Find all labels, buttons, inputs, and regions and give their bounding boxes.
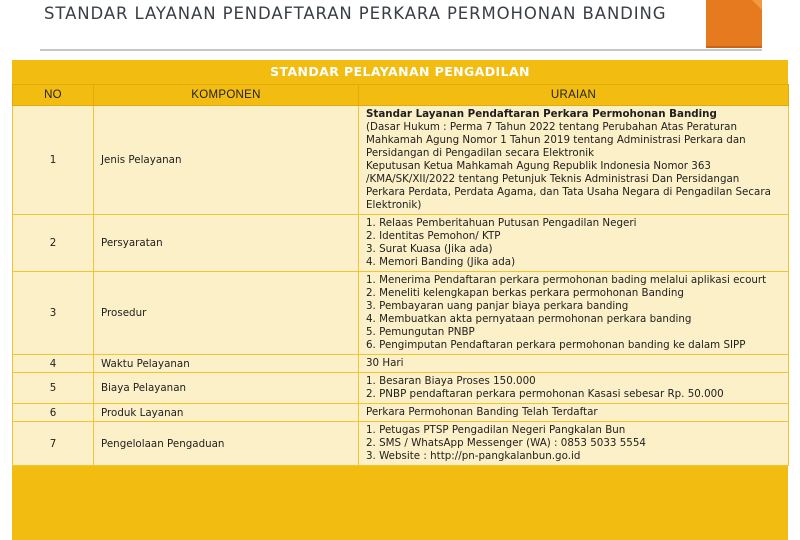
orange-accent-box — [706, 0, 762, 48]
uraian-line: 2. PNBP pendaftaran perkara permohonan Kasasi sebesar Rp. 50.000 — [366, 388, 724, 400]
header-komponen: KOMPONEN — [94, 85, 359, 106]
row-uraian — [359, 272, 789, 355]
table-row — [13, 422, 789, 466]
uraian-line: 1. Menerima Pendaftaran perkara permohonan bading melalui aplikasi ecourt — [366, 274, 767, 286]
row-number: 6 — [13, 404, 94, 422]
table-row — [13, 106, 789, 215]
table-row — [13, 355, 789, 373]
row-komponen: Prosedur — [94, 272, 359, 355]
header-divider — [40, 49, 762, 51]
table-row — [13, 272, 789, 355]
uraian-line: 3. Surat Kuasa (Jika ada) — [366, 243, 493, 255]
row-komponen: Produk Layanan — [94, 404, 359, 422]
row-number: 1 — [13, 106, 94, 215]
uraian-line: 2. SMS / WhatsApp Messenger (WA) : 0853 5033 5554 — [366, 437, 646, 449]
row-komponen: Biaya Pelayanan — [94, 373, 359, 404]
uraian-line: 1. Petugas PTSP Pengadilan Negeri Pangkalan Bun — [366, 424, 626, 436]
header-uraian: URAIAN — [359, 85, 789, 106]
row-komponen: Persyaratan — [94, 215, 359, 272]
row-number: 2 — [13, 215, 94, 272]
uraian-line: 1. Besaran Biaya Proses 150.000 — [366, 375, 536, 387]
uraian-line: Perkara Permohonan Banding Telah Terdaftar — [366, 406, 598, 418]
uraian-line: (Dasar Hukum : Perma 7 Tahun 2022 tentang Perubahan Atas Peraturan Mahkamah Agung Nomor 1 Tahun 2019 tentang Administrasi Perkara dan Persidangan di Pengadilan secara Elektronik — [366, 121, 746, 159]
uraian-line: 3. Website : http://pn-pangkalanbun.go.id — [366, 450, 581, 462]
service-standard-table-container — [12, 60, 788, 540]
service-standard-table — [12, 84, 789, 466]
row-number: 4 — [13, 355, 94, 373]
uraian-line: 4. Membuatkan akta pernyataan permohonan perkara banding — [366, 313, 692, 325]
table-title: STANDAR PELAYANAN PENGADILAN — [270, 64, 530, 79]
page-title: STANDAR LAYANAN PENDAFTARAN PERKARA PERMOHONAN BANDING — [44, 4, 667, 23]
uraian-line: 4. Memori Banding (Jika ada) — [366, 256, 516, 268]
row-uraian — [359, 106, 789, 215]
row-uraian — [359, 404, 789, 422]
uraian-line: 30 Hari — [366, 357, 404, 369]
uraian-line: 6. Pengimputan Pendaftaran perkara permohonan banding ke dalam SIPP — [366, 339, 746, 351]
page-header — [0, 0, 800, 56]
row-number: 7 — [13, 422, 94, 466]
row-komponen: Pengelolaan Pengaduan — [94, 422, 359, 466]
row-number: 5 — [13, 373, 94, 404]
uraian-line: 5. Pemungutan PNBP — [366, 326, 475, 338]
row-uraian — [359, 373, 789, 404]
uraian-line: 1. Relaas Pemberitahuan Putusan Pengadilan Negeri — [366, 217, 637, 229]
table-row — [13, 215, 789, 272]
row-uraian — [359, 215, 789, 272]
table-row — [13, 373, 789, 404]
uraian-line: 3. Pembayaran uang panjar biaya perkara banding — [366, 300, 629, 312]
uraian-title: Standar Layanan Pendaftaran Perkara Permohonan Banding — [366, 108, 717, 120]
uraian-line: 2. Meneliti kelengkapan berkas perkara permohonan Banding — [366, 287, 684, 299]
uraian-line: Keputusan Ketua Mahkamah Agung Republik Indonesia Nomor 363 /KMA/SK/XII/2022 tentang Petunjuk Teknis Administrasi Dan Persidangan Perkara Perdata, Perdata Agama, dan Tata Usaha Negara di Pengadilan Secara Elektronik) — [366, 160, 771, 211]
row-komponen: Waktu Pelayanan — [94, 355, 359, 373]
row-uraian — [359, 355, 789, 373]
uraian-line: 2. Identitas Pemohon/ KTP — [366, 230, 501, 242]
table-row — [13, 404, 789, 422]
row-uraian — [359, 422, 789, 466]
row-komponen: Jenis Pelayanan — [94, 106, 359, 215]
table-header-row — [13, 85, 789, 106]
row-number: 3 — [13, 272, 94, 355]
header-no: NO — [13, 85, 94, 106]
